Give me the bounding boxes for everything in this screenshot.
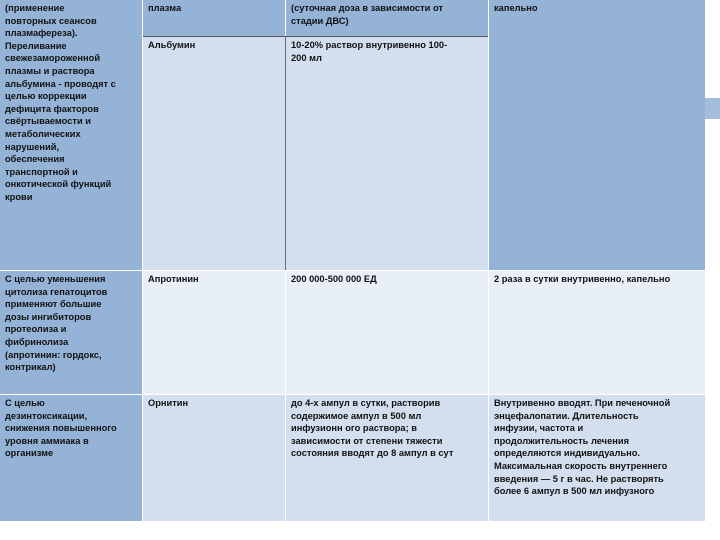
row2-dose-cell: 200 000-500 000 ЕД	[286, 271, 488, 394]
slide-side-tab	[705, 98, 720, 119]
row3-indication-cell: С целью дезинтоксикации, снижения повышенного уровня аммиака в организме	[0, 395, 142, 521]
row1-dose-plasma-cell: (суточная доза в зависимости от стадии ДВС)	[286, 0, 488, 36]
row2-drug-cell: Апротинин	[143, 271, 285, 394]
row1-dose-albumin-cell: 10-20% раствор внутривенно 100- 200 мл	[286, 37, 488, 270]
row2-indication-cell: С целью уменьшения цитолиза гепатоцитов применяют большие дозы ингибиторов протеолиза и фибринолиза (апротинин: гордокс, контрикал)	[0, 271, 142, 394]
row1-indication-cell: (применение повторных сеансов плазмафереза). Переливание свежезамороженной плазмы и раствора альбумина - проводят с целью коррекции дефицита факторов свёртываемости и метаболических нарушений, обеспечения транспортной и онкотической функций крови	[0, 0, 142, 270]
row1-administration-cell: капельно	[489, 0, 705, 270]
row3-administration-cell: Внутривенно вводят. При печеночной энцефалопатии. Длительность инфузии, частота и продолжительность лечения определяются индивидуально. Максимальная скорость внутреннего введения — 5 г в час. Не растворять более 6 ампул в 500 мл инфузного	[489, 395, 705, 521]
albumin-dose-divider	[285, 37, 286, 270]
row1-drug-albumin-cell: Альбумин	[143, 37, 285, 270]
row1-drug-plasma-cell: плазма	[143, 0, 285, 36]
plasma-albumin-divider	[143, 36, 488, 37]
row3-dose-cell: до 4-х ампул в сутки, растворив содержимое ампул в 500 мл инфузионн ого раствора; в зависимости от степени тяжести состояния вводят до 8 ампул в сут	[286, 395, 488, 521]
row3-drug-cell: Орнитин	[143, 395, 285, 521]
row2-administration-cell: 2 раза в сутки внутривенно, капельно	[489, 271, 705, 394]
